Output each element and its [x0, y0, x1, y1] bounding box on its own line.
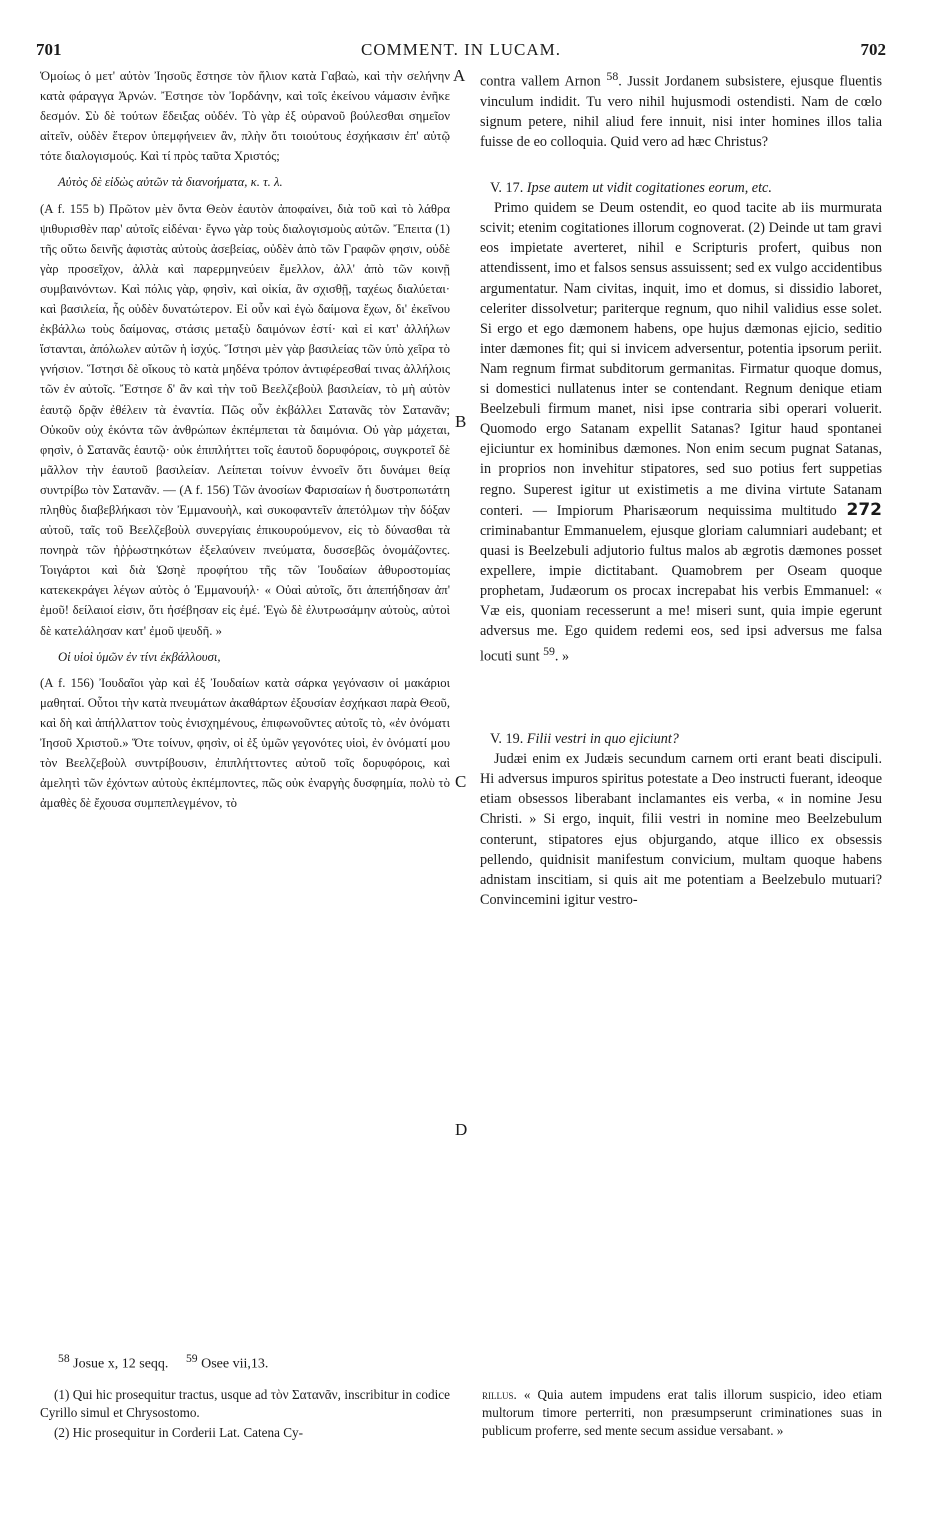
- column-number-272: 272: [846, 499, 882, 520]
- footnote-ref-59: 59: [543, 644, 555, 659]
- greek-column: [40, 66, 450, 813]
- editor-note-1: (1) Qui hic prosequitur tractus, usque ad τὸν Σατανᾶν, inscribitur in codice Cyrillo simul et Chrysostomo.: [40, 1387, 450, 1420]
- note-author: rillus.: [482, 1387, 517, 1402]
- greek-lemma-2: Οἱ υἱοὶ ὑμῶν ἐν τίνι ἐκβάλλουσι,: [58, 649, 221, 664]
- right-page-number: 702: [860, 40, 886, 59]
- margin-marker-d: D: [455, 1120, 468, 1139]
- left-page-number: 701: [36, 40, 62, 59]
- editor-note-continued: « Quia autem impudens erat talis illorum suspicio, ideo etiam multorum timore perterriti, non præsumpserunt criminationes suas in publicum proferre, sed mente secum assidue versabant. »: [482, 1387, 882, 1438]
- greek-paragraph-1: Ὁμοίως ὁ μετ' αὐτὸν Ἰησοῦς ἔστησε τὸν ἥλιον κατὰ Γαβαὼ, καὶ τὴν σελήνην κατὰ φάραγγα Ἀρνών. Ἔστησε τὸν Ἰορδάνην, καὶ τοῖς ἐκείνου νάμασιν ἐνῆκε δεσμόν. Σὺ δὲ τούτων ἔδειξας οὐδέν. Τὸ γὰρ ἐξ οὐρανοῦ βούλεσθαι σημεῖον αἰτεῖν, οὐδὲν ἕτερον ὑπεμφήνειεν ἂν, πλὴν ὅτι τοιούτους ἐσχήκασιν ἐπ' αὐτῷ τότε διαλογισμούς. Καὶ τί πρὸς ταῦτα Χριστός;: [40, 69, 450, 164]
- latin-paragraph-3: Judæi enim ex Judæis secundum carnem orti erant beati discipuli. Hi adversus impuros spiritus potestate a Deo instructi fuerant, ideoque etiam obsessos liberabant inclamantes eis verba, « in nomine Jesu Christi. » Si ergo, inquit, filii vestri in nomine meo Beelzebulum conterunt, stipatores ejus objurgando, atque illico ex obsessis pellendo, quidnisit manifestum convicium, multam quoque habens adnistam inscitiam, si quis ait me potentiam a Beelzebulo mutuari? Convincemini igitur vestro-: [480, 751, 882, 908]
- page-header: [36, 40, 886, 62]
- margin-marker-c: C: [455, 772, 467, 791]
- verse-heading-19: V. 19. Filii vestri in quo ejiciunt?: [490, 731, 679, 748]
- footnote-59: Osee vii,13.: [201, 1356, 269, 1372]
- latin-column: [480, 66, 882, 910]
- editor-notes-left: [40, 1386, 450, 1444]
- verse-heading-17: V. 17. Ipse autem ut vidit cogitationes eorum, etc.: [490, 180, 772, 197]
- margin-marker-a: A: [453, 66, 466, 85]
- greek-paragraph-2: (A f. 155 b) Πρῶτον μὲν ὄντα Θεὸν ἑαυτὸν ἀποφαίνει, διὰ τοῦ καὶ τὸ λάθρα ψιθυρισθὲν παρ' αὐτοῖς εἰδέναι· ἔγνω γὰρ τοὺς διαλογισμοὺς αὐτῶν. Ἔπειτα (1) τῆς οὕτω δεινῆς ἀφιστὰς αὐτοὺς ἀσεβείας, οὐδὲν ἀπὸ τῶν Γραφῶν φησιν, οὐδὲ γὰρ προσεῖχον, ἀλλὰ καὶ παρερμηνεύειν ἔμελλον, ἀλλ' ἀπὸ τῶν κοινῇ συμβαινόντων. Καὶ πόλις γὰρ, φησὶν, καὶ οἰκία, ἂν σχισθῇ, ταχέως διαλύεται· καὶ βασιλεία, ἧς οὐδὲν δυνατώτερον. Εἰ οὖν καὶ ἐγὼ δαίμονα ἔχων, δι' ἐκεῖνου ἐκβάλλω τοὺς δαίμονας, στάσις μεταξὺ δαιμόνων ἐστί· καὶ εἰ κατ' ἀλλήλων ἵστανται, ἀπόλωλεν αὐτῶν ἡ ἰσχύς. Ἵστησι μὲν γὰρ βασιλείας τῶν ὑπὸ χεῖρα τὸ γνήσιον. Ἵστησι δὲ οἴκους τὸ κατὰ μηδένα τρόπον ἀντιφέρεσθαί τινας ἀλλήλοις τῶν ἐν αὐτοῖς. Ἔστησε δ' ἂν καὶ τὴν τοῦ Βεελζεβοὺλ βασιλείαν, τὸ μὴ αὐτὸν ἑαυτῷ δρᾷν ἐθέλειν τὰ ἐναντία. Πῶς οὖν ἐκβάλλει Σατανᾶς τὸν Σατανᾶν; Οὐκοῦν οὐχ ἑκόντα τῶν ἀνθρώπων ἐκπέμπεται τὰ δαιμόνια. Οὐ γὰρ μάχεται, φησὶν, ὁ Σατανᾶς ἑαυτῷ· οὐκ ἐπιπλήττει τοῖς ἑαυτοῦ δορυφόροις, συγκροτεῖ δὲ μᾶλλον τὴν ἑαυτοῦ βασιλείαν. Λείπεται τοίνυν ἐννοεῖν ὅτι δυνάμει θείᾳ συντρίβω τὸν Σατανᾶν. — (A f. 156) Τῶν ἀνοσίων Φαρισαίων ἡ δυστροπωτάτη πληθὺς διαβεβλήκασι τὸν Ἐμμανουὴλ, καὶ συκοφαντεῖν ἀπετόλμων τὴν δόξαν αὐτοῦ, ταῖς τοῦ Βεελζεβοὺλ συνεργίαις ἐπικουρούμενον, εἰς τὸ δύνασθαι τὰ πονηρὰ τῶν ἠῤῥωστηκότων ἐξελαύνειν πνεύματα, δυσσεβῶς ὀνομάζοντες. Τοιγάρτοι καὶ διὰ Ὡσηὲ προφήτου τῆς τῶν Ἰουδαίων ἀθυροστομίας κατεκεκράγει λέγων αὐτὸς ὁ Ἐμμανουήλ· « Οὐαὶ αὐτοῖς, ὅτι ἀπεπήδησαν ἀπ' ἐμοῦ! δείλαιοί εἰσιν, ὅτι ἠσέβησαν εἰς ἐμέ. Ἐγὼ δὲ ἐλυτρωσάμην αὐτοὺς, αὐτοὶ δὲ κατελάλησαν κατ' ἐμοῦ ψευδῆ. »: [40, 201, 450, 638]
- footnote-58: Josue x, 12 seqq.: [73, 1356, 169, 1372]
- scripture-footnotes: $^{58}$ Josue x, 12 seqq. $^{59}$ Osee vii,13.: [58, 1352, 269, 1372]
- running-title: COMMENT. IN LUCAM.: [361, 40, 561, 59]
- latin-paragraph-2: Primo quidem se Deum ostendit, eo quod tacite ab iis murmurata scivit; etenim cogitationes illorum cognoverat. (2) Deinde ut tam gravi eos impietate averteret, nihil e Scripturis profert, quibus non attendissent, imo et falsos sensus assuissent; sed ex vulgo accidentibus argumentatur. Nam civitas, inquit, imo et domus, si dissidio laboret, celeriter dissolvetur; pariterque regnum, quo nihil validius esse solet. Si ergo et ego dæmonem habens, ope hujus dæmonas ejicio, seditio inter dæmones fit; qui si invicem adversentur, potentia ipsorum periit. Nam regnum firmat subditorum germanitas. Firmatur quoque domus, si domestici nullatenus inter se contendant. Regnum denique etiam Beelzebuli firmum manet, nisi ipse contraria sibi operari voluerit. Quomodo ergo Satanam expellit Satanas? Igitur haud spontanei ejiciuntur ex hominibus dæmones. Non enim secum pugnat Satanas, in proprios non invehitur stipatores, sed suo potius fert suppetias regno. Superest igitur ut existimetis a me divina virtute Satanam conteri. — Impiorum Pharisæorum nequissima multitudo 272 criminabantur Emmanuelem, ejusque gloriam calumniari audebant; et quasi is Beelzebuli adjutorio fultus malos ab ægrotis dæmones posset expellere, impie dictitabant. Quamobrem per Oseam quoque prophetam, Judæorum os procax increpabat his verbis Emmanuel: « Væ eis, quoniam recesserunt a me! miseri sunt, quia impie egerunt adversus me. Ego quidem redemi eos, sed ipsi adversus me falsa locuti sunt $^{59}$. »: [480, 200, 882, 665]
- latin-paragraph-1: contra vallem Arnon $^{58}$. Jussit Jordanem subsistere, ejusque fluentis vinculum indidit. Tu vero nihil hujusmodi ostendisti. Nam de cœlo signum petere, nihil aliud fere innuit, nisi inter homines illos talia fuisse de eo colloquia. Quid vero ad hæc Christus?: [480, 69, 882, 151]
- editor-note-2: (2) Hic prosequitur in Corderii Lat. Catena Cy-: [54, 1425, 304, 1440]
- footnote-ref-58: 58: [606, 69, 619, 83]
- margin-marker-b: B: [455, 412, 467, 431]
- greek-lemma-1: Αὐτὸς δὲ εἰδὼς αὐτῶν τὰ διανοήματα, κ. τ. λ.: [58, 175, 283, 190]
- greek-paragraph-3: (A f. 156) Ἰουδαῖοι γὰρ καὶ ἐξ Ἰουδαίων κατὰ σάρκα γεγόνασιν οἱ μακάριοι μαθηταί. Οὗτοι τὴν κατὰ πνευμάτων ἀκαθάρτων ἐξουσίαν ἐσχήκασι παρὰ Θεοῦ, καὶ δὴ καὶ ἀπήλλαττον τοὺς ἐνισχημένους, ἐπιφωνοῦντες αὐτοῖς τὸ, «ἐν ὀνόματι Ἰησοῦ Χριστοῦ.» Ὅτε τοίνυν, φησὶν, οἱ ἐξ ὑμῶν γεγονότες υἱοὶ, ἐν ὀνόματί μου τὸν Βεελζεβοὺλ συντρίβουσιν, ἐπιπλήττοντες αὐτοῦ τοῖς δορυφόροις, καὶ ἀμελητὶ τῶν ἐχόντων αὐτοὺς ἐκπέμποντες, πῶς οὐκ ἐναργὴς δυσφημία, πολὺ τὸ ἀμαθὲς δὲ ἔχουσα συμπεπλεγμένον, τὸ: [40, 675, 450, 811]
- editor-notes-right: [482, 1386, 882, 1440]
